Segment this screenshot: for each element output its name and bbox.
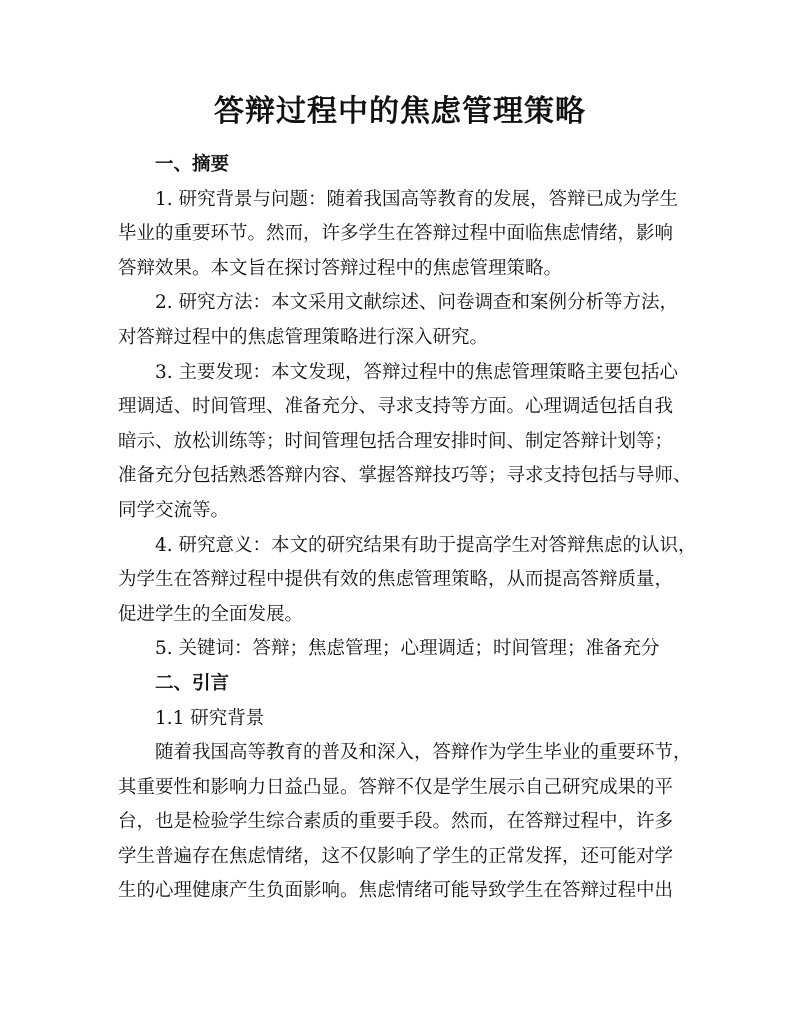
paragraph-line: 1. 研究背景与问题：随着我国高等教育的发展，答辩已成为学生 <box>155 188 679 210</box>
paragraph-line: 生的心理健康产生负面影响。焦虑情绪可能导致学生在答辩过程中出 <box>118 880 674 902</box>
paragraph-line: 对答辩过程中的焦虑管理策略进行深入研究。 <box>118 326 489 348</box>
paragraph-line: 学生普遍存在焦虑情绪，这不仅影响了学生的正常发挥，还可能对学 <box>118 845 674 867</box>
paragraph-line: 同学交流等。 <box>118 499 230 521</box>
paragraph-line: 1.1 研究背景 <box>155 707 265 729</box>
paragraph-line: 随着我国高等教育的普及和深入，答辩作为学生毕业的重要环节， <box>155 742 692 764</box>
paragraph-line: 台，也是检验学生综合素质的重要手段。然而，在答辩过程中，许多 <box>118 811 674 833</box>
document-title: 答辩过程中的焦虑管理策略 <box>214 94 586 129</box>
paragraph-line: 2. 研究方法：本文采用文献综述、问卷调查和案例分析等方法， <box>155 292 679 314</box>
paragraph-line: 答辩效果。本文旨在探讨答辩过程中的焦虑管理策略。 <box>118 257 563 279</box>
paragraph-line: 5. 关键词：答辩；焦虑管理；心理调适；时间管理；准备充分 <box>155 638 660 660</box>
paragraph-line: 其重要性和影响力日益凸显。答辩不仅是学生展示自己研究成果的平 <box>118 776 674 798</box>
paragraph-line: 4. 研究意义：本文的研究结果有助于提高学生对答辩焦虑的认识， <box>155 534 697 556</box>
paragraph-line: 促进学生的全面发展。 <box>118 603 304 625</box>
paragraph-line: 暗示、放松训练等；时间管理包括合理安排时间、制定答辩计划等； <box>118 430 674 452</box>
section-heading: 二、引言 <box>155 672 230 694</box>
section-heading: 一、摘要 <box>155 154 230 175</box>
paragraph-line: 毕业的重要环节。然而，许多学生在答辩过程中面临焦虑情绪，影响 <box>118 223 674 245</box>
paragraph-line: 为学生在答辩过程中提供有效的焦虑管理策略，从而提高答辩质量， <box>118 569 674 591</box>
paragraph-line: 准备充分包括熟悉答辩内容、掌握答辩技巧等；寻求支持包括与导师、 <box>118 465 692 487</box>
paragraph-line: 3. 主要发现：本文发现，答辩过程中的焦虑管理策略主要包括心 <box>155 361 679 383</box>
paragraph-line: 理调适、时间管理、准备充分、寻求支持等方面。心理调适包括自我 <box>118 396 674 418</box>
document-body <box>118 148 697 909</box>
